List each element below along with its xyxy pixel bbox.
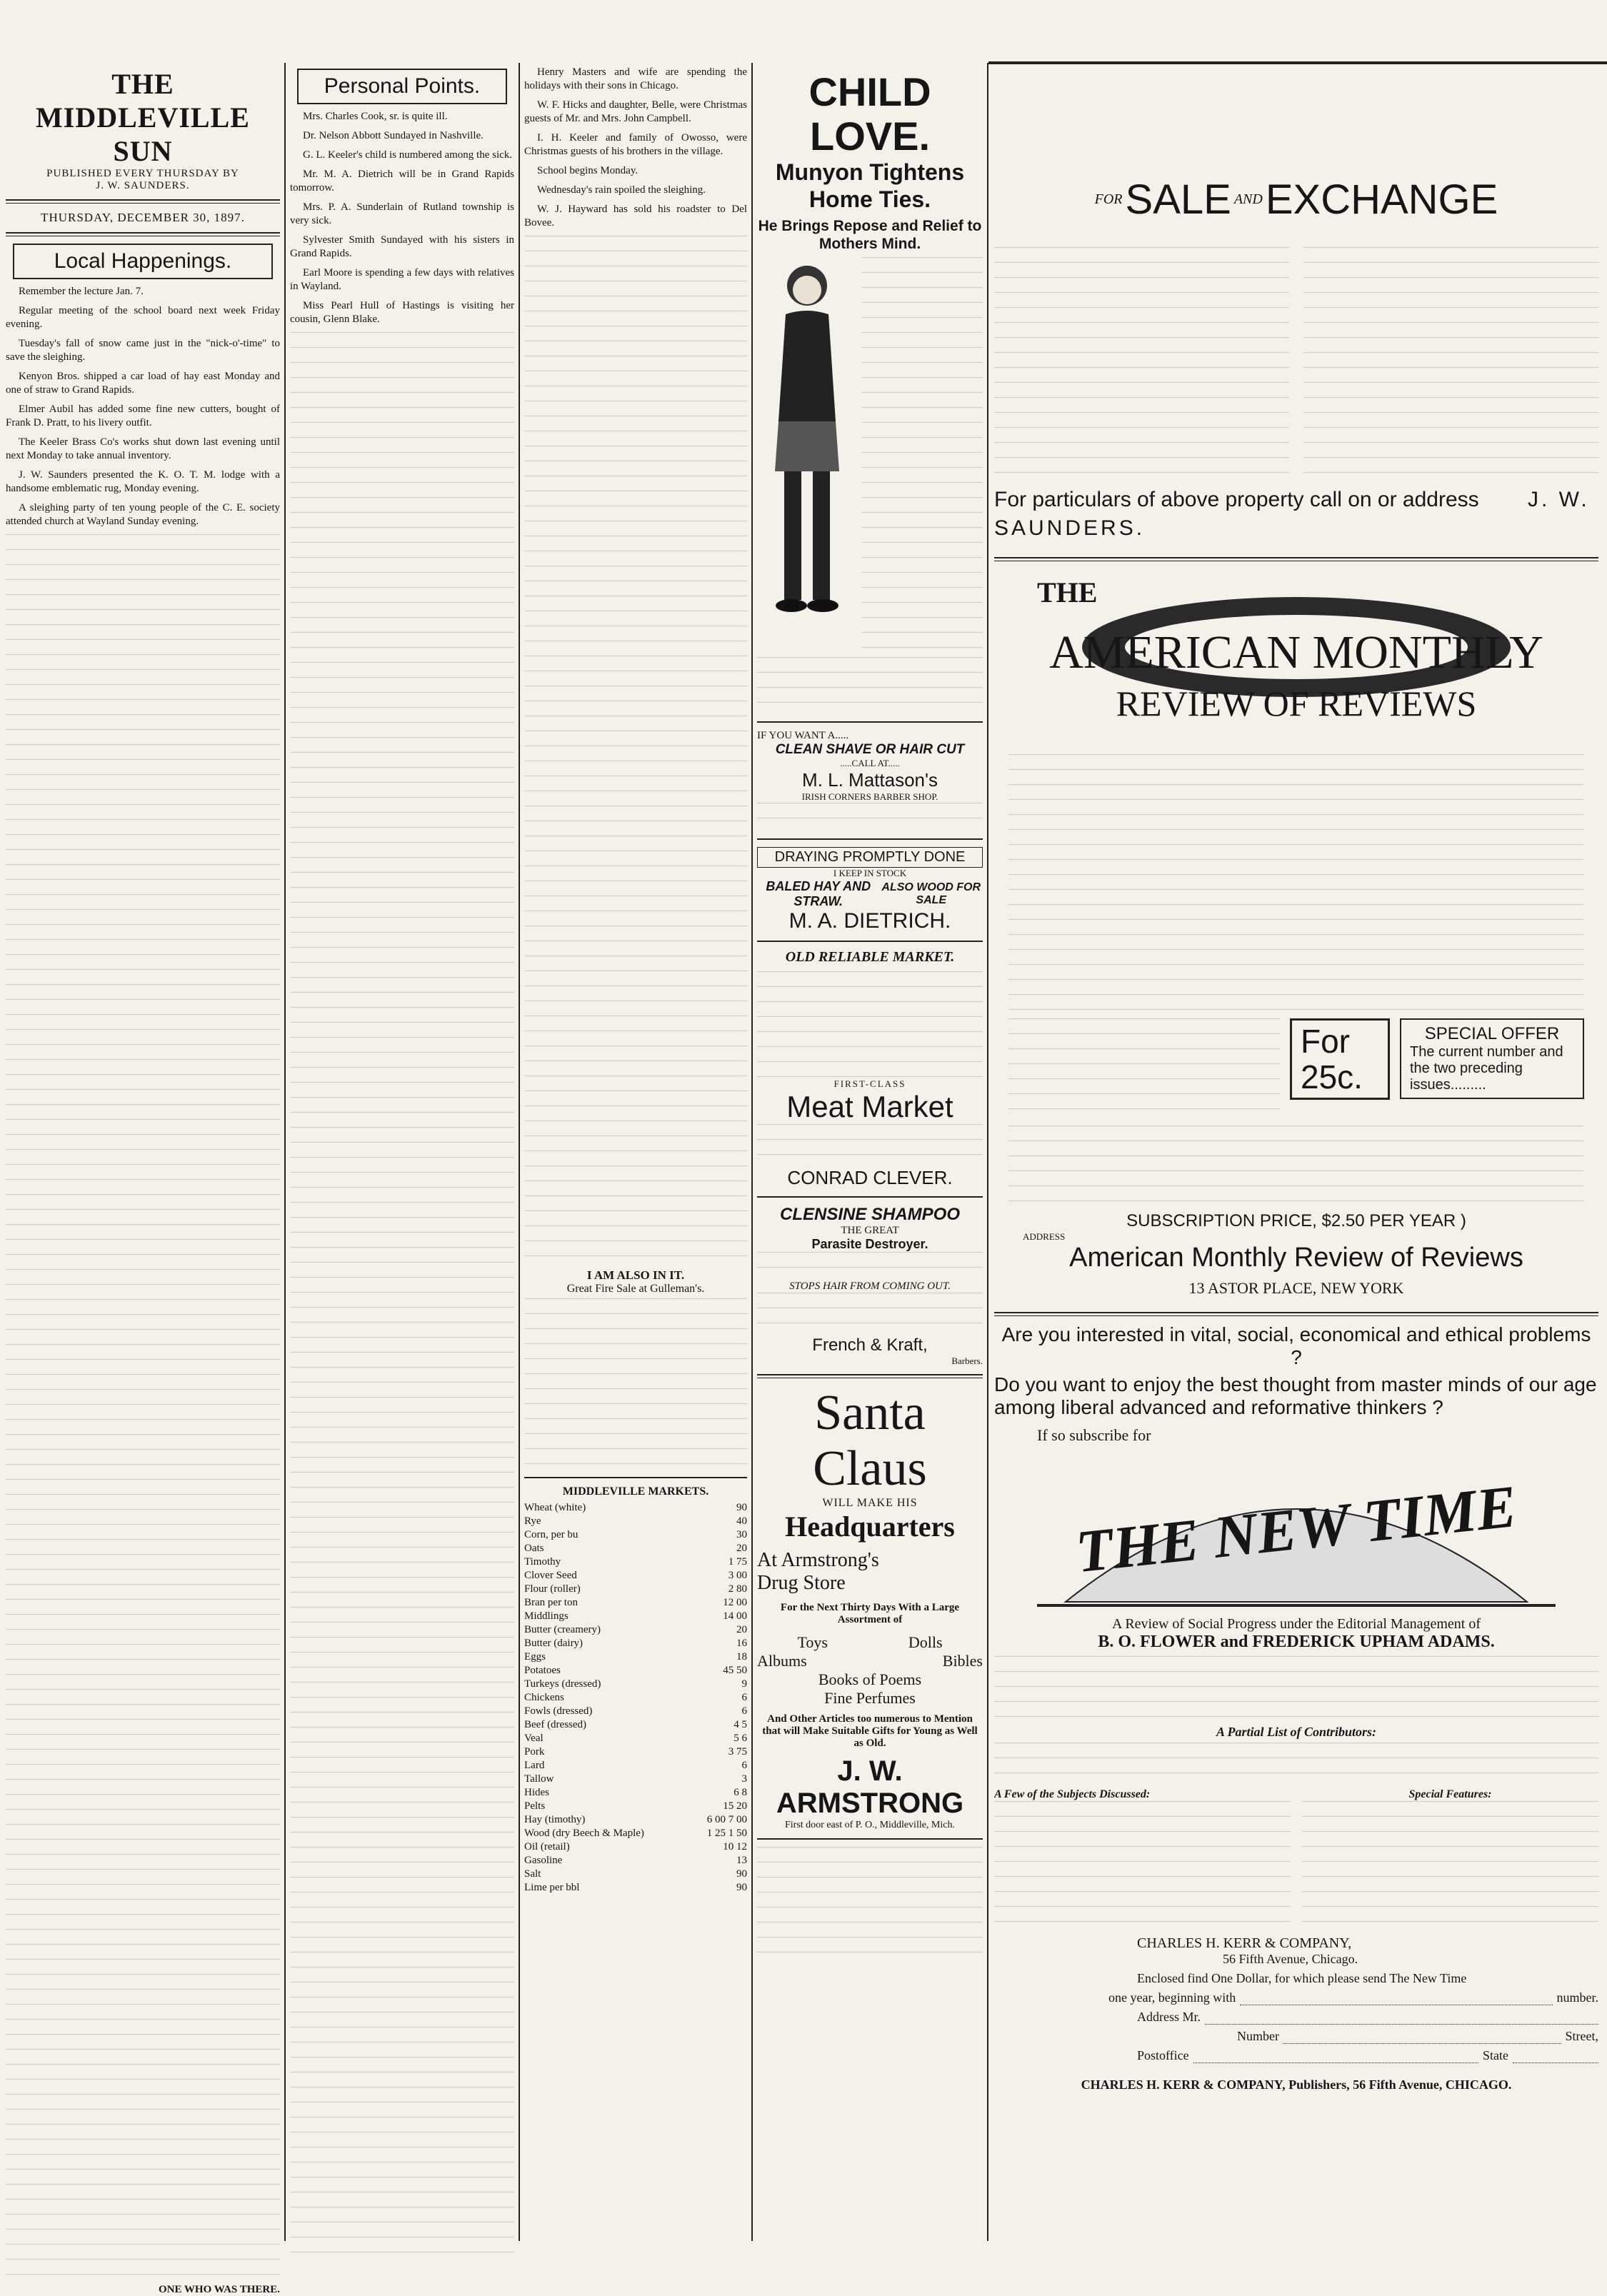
- claus-title: Claus: [813, 1441, 927, 1496]
- market-price: 20: [736, 1624, 747, 1635]
- headquarters: Headquarters: [785, 1510, 955, 1543]
- market-row: [524, 1773, 747, 1786]
- untranscribed-text: [994, 1656, 1598, 1720]
- market-row: [524, 1623, 747, 1637]
- conrad-clever: CONRAD CLEVER.: [787, 1167, 953, 1188]
- market-price: 15 20: [723, 1800, 747, 1812]
- market-price: 20: [736, 1543, 747, 1554]
- market-item: Pork: [524, 1746, 545, 1758]
- particulars-text: For particulars of above property call on or address: [994, 488, 1479, 511]
- state-label: State: [1483, 2048, 1508, 2062]
- paragraph: J. W. Saunders presented the K. O. T. M. lodge with a handsome emblematic rug, Monday evening.: [6, 469, 280, 494]
- personal-points-heading: Personal Points.: [297, 69, 507, 104]
- paragraph: Dr. Nelson Abbott Sundayed in Nashville.: [303, 130, 484, 141]
- special-features-heading: Special Features:: [1408, 1788, 1492, 1800]
- market-row: [524, 1718, 747, 1732]
- special-offer-title: SPECIAL OFFER: [1424, 1024, 1560, 1043]
- paragraph: Sylvester Smith Sundayed with his sisters in Grand Rapids.: [290, 234, 514, 259]
- sale-and: AND: [1233, 191, 1263, 207]
- ad-subtitle: Great Fire Sale at Gulleman's.: [566, 1283, 705, 1295]
- market-row: [524, 1759, 747, 1773]
- market-item: Lime per bbl: [524, 1882, 580, 1893]
- market-item: Rye: [524, 1515, 541, 1527]
- sale-exchange-title: [994, 176, 1598, 233]
- market-price: 30: [736, 1529, 747, 1540]
- contributors-heading: A Partial List of Contributors:: [1216, 1725, 1377, 1739]
- paragraph: W. J. Hayward has sold his roadster to Del Bovee.: [524, 204, 747, 229]
- paragraph: The Keeler Brass Co's works shut down last evening until next Monday to take annual inventory.: [6, 436, 280, 461]
- item-poems: Books of Poems: [818, 1670, 922, 1688]
- other-articles: And Other Articles too numerous to Mention that will Make Suitable Gifts for Young as Well as Old.: [762, 1713, 978, 1749]
- market-row: [524, 1868, 747, 1881]
- column-1: [6, 64, 280, 2296]
- paragraph: Miss Pearl Hull of Hastings is visiting her cousin, Glenn Blake.: [290, 300, 514, 325]
- market-price: 4 5: [734, 1719, 747, 1730]
- market-item: Middlings: [524, 1610, 569, 1622]
- market-item: Wheat (white): [524, 1502, 586, 1513]
- new-time-question-1: Are you interested in vital, social, economical and ethical problems ?: [1001, 1323, 1591, 1368]
- market-item: Oats: [524, 1543, 544, 1554]
- shampoo-makers: French & Kraft,: [812, 1335, 928, 1355]
- untranscribed-text: [757, 1124, 983, 1167]
- market-row: [524, 1840, 747, 1854]
- review-the: THE: [1037, 576, 1098, 608]
- column-rule: [284, 63, 286, 2241]
- market-item: Wood (dry Beech & Maple): [524, 1828, 644, 1839]
- market-price: 12 00: [723, 1597, 747, 1608]
- market-row: [524, 1732, 747, 1745]
- market-price: 40: [736, 1515, 747, 1527]
- exchange-word: EXCHANGE: [1265, 176, 1498, 223]
- year-line: [1108, 1990, 1598, 2005]
- postoffice-label: Postoffice: [1137, 2048, 1189, 2062]
- dray-keep: I KEEP IN STOCK: [833, 868, 907, 878]
- untranscribed-text: [1302, 1801, 1598, 1930]
- header-rule: [988, 61, 1607, 64]
- child-illustration: [757, 257, 857, 657]
- new-time-question-2: Do you want to enjoy the best thought from master minds of our age among liberal advanced and reformative thinkers ?: [994, 1373, 1597, 1418]
- armstrong-location: First door east of P. O., Middleville, Mich.: [785, 1820, 955, 1830]
- market-item: Pelts: [524, 1800, 546, 1812]
- new-time-footer: CHARLES H. KERR & COMPANY, Publishers, 56 Fifth Avenue, CHICAGO.: [1081, 2077, 1512, 2092]
- clensine-shampoo: CLENSINE SHAMPOO: [779, 1205, 961, 1224]
- market-row: [524, 1691, 747, 1705]
- review-reviews: REVIEW OF REVIEWS: [1116, 683, 1477, 723]
- untranscribed-text: [757, 1252, 983, 1280]
- market-first-class: FIRST-CLASS: [833, 1078, 906, 1089]
- market-price: 90: [736, 1868, 747, 1880]
- dray-name: M. A. DIETRICH.: [789, 909, 951, 933]
- address-field[interactable]: [1205, 2010, 1598, 2025]
- sale-for: FOR: [1094, 191, 1123, 207]
- dray-wood: ALSO WOOD FOR SALE: [881, 881, 981, 906]
- offer-price: For 25c.: [1290, 1018, 1390, 1100]
- paragraph: Kenyon Bros. shipped a car load of hay east Monday and one of straw to Grand Rapids.: [6, 371, 280, 396]
- untranscribed-text: [524, 236, 747, 1264]
- market-item: Timothy: [524, 1556, 561, 1568]
- shampoo-role: Barbers.: [951, 1355, 983, 1366]
- market-price: 10 12: [723, 1841, 747, 1853]
- market-price: 1 25 1 50: [706, 1828, 747, 1839]
- review-full-name: American Monthly Review of Reviews: [1069, 1243, 1523, 1273]
- street-label: Street,: [1565, 2029, 1598, 2043]
- market-price: 3: [741, 1773, 747, 1785]
- at-armstrongs: At Armstrong's: [757, 1549, 879, 1571]
- untranscribed-text: [1303, 247, 1598, 476]
- column-rule: [751, 63, 753, 2241]
- market-item: Chickens: [524, 1692, 564, 1703]
- market-item: Beef (dressed): [524, 1719, 587, 1730]
- local-happenings-heading: Local Happenings.: [13, 244, 273, 279]
- market-price: 6 00 7 00: [706, 1814, 747, 1825]
- state-field[interactable]: [1513, 2048, 1598, 2063]
- column-2: [290, 66, 514, 2260]
- armstrong-name: J. W. ARMSTRONG: [776, 1755, 964, 1819]
- issue-date: THURSDAY, DECEMBER 30, 1897.: [41, 211, 245, 224]
- market-price: 5 6: [734, 1733, 747, 1744]
- market-item: Hides: [524, 1787, 549, 1798]
- new-time-subscribe: If so subscribe for: [1037, 1426, 1151, 1444]
- market-row: [524, 1637, 747, 1650]
- market-item: Potatoes: [524, 1665, 561, 1676]
- sale-word: SALE: [1125, 176, 1231, 223]
- dray-hay: BALED HAY AND STRAW.: [766, 879, 871, 908]
- shampoo-stops: STOPS HAIR FROM COMING OUT.: [789, 1280, 951, 1292]
- market-row: [524, 1515, 747, 1528]
- market-price: 6: [741, 1760, 747, 1771]
- market-item: Turkeys (dressed): [524, 1678, 601, 1690]
- market-price: 1 75: [728, 1556, 747, 1568]
- market-item: Butter (creamery): [524, 1624, 601, 1635]
- subjects-heading: A Few of the Subjects Discussed:: [994, 1788, 1151, 1800]
- address-label: ADDRESS: [1023, 1231, 1066, 1242]
- item-bibles: Bibles: [942, 1652, 983, 1670]
- paragraph: School begins Monday.: [537, 165, 639, 176]
- untranscribed-text: [994, 1801, 1291, 1930]
- year-field[interactable]: [1240, 1990, 1552, 2005]
- shampoo-sub: THE GREAT: [841, 1225, 899, 1236]
- paragraph: Remember the lecture Jan. 7.: [19, 286, 144, 297]
- dray-line: DRAYING PROMPTLY DONE: [757, 847, 983, 868]
- paragraph: Regular meeting of the school board next week Friday evening.: [6, 305, 280, 330]
- untranscribed-text: [1008, 1126, 1584, 1204]
- address-label-2: Address Mr.: [1137, 2010, 1201, 2024]
- item-albums: Albums: [757, 1652, 807, 1670]
- paragraph: Mrs. P. A. Sunderlain of Rutland township is very sick.: [290, 201, 514, 226]
- market-item: Tallow: [524, 1773, 554, 1785]
- market-row: [524, 1610, 747, 1623]
- postoffice-line: [1137, 2048, 1598, 2063]
- market-item: Hay (timothy): [524, 1814, 586, 1825]
- new-time-banner: [994, 1445, 1598, 1609]
- market-row: [524, 1569, 747, 1583]
- year-label: one year, beginning with: [1108, 1990, 1236, 2005]
- untranscribed-text: [1008, 1018, 1280, 1118]
- next-thirty-days: For the Next Thirty Days With a Large Assortment of: [780, 1602, 960, 1625]
- market-price: 6 8: [734, 1787, 747, 1798]
- market-item: Lard: [524, 1760, 545, 1771]
- will-make-his: WILL MAKE HIS: [822, 1497, 918, 1509]
- market-price: 2 80: [728, 1583, 747, 1595]
- market-price: 9: [741, 1678, 747, 1690]
- particulars-name: J. W. SAUNDERS.: [994, 488, 1590, 540]
- untranscribed-text: [290, 332, 514, 2260]
- paragraph: G. L. Keeler's child is numbered among the sick.: [303, 149, 513, 161]
- masthead-publisher-name: J. W. SAUNDERS.: [96, 180, 190, 191]
- meat-market: Meat Market: [786, 1090, 953, 1123]
- new-time-publisher-address: 56 Fifth Avenue, Chicago.: [1223, 1952, 1358, 1966]
- market-price: 3 00: [728, 1570, 747, 1581]
- untranscribed-text: [861, 257, 983, 657]
- paragraph: Wednesday's rain spoiled the sleighing.: [537, 184, 706, 196]
- paragraph: I. H. Keeler and family of Owosso, were Christmas guests of his brothers in the village.: [524, 132, 747, 157]
- paragraph: W. F. Hicks and daughter, Belle, were Christmas guests of Mr. and Mrs. John Campbell.: [524, 99, 747, 124]
- market-item: Flour (roller): [524, 1583, 581, 1595]
- ad-title: I AM ALSO IN IT.: [586, 1268, 685, 1282]
- market-row: [524, 1678, 747, 1691]
- barber-name: M. L. Mattason's: [802, 769, 938, 791]
- paragraph: A sleighing party of ten young people of the C. E. society attended church at Wayland Sunday evening.: [6, 502, 280, 527]
- market-price: 14 00: [723, 1610, 747, 1622]
- special-offer-text: The current number and the two preceding issues.........: [1410, 1044, 1563, 1093]
- market-row: [524, 1745, 747, 1759]
- market-row: [524, 1664, 747, 1678]
- paragraph: Tuesday's fall of snow came just in the "nick-o'-time" to save the sleighing.: [6, 338, 280, 363]
- market-row: [524, 1596, 747, 1610]
- market-row: [524, 1827, 747, 1840]
- column-rule: [987, 63, 988, 2241]
- address-line: [1137, 2010, 1598, 2025]
- review-title: AMERICAN MONTHLY: [1049, 626, 1543, 678]
- market-row: [524, 1542, 747, 1555]
- item-perfumes: Fine Perfumes: [824, 1689, 916, 1707]
- shampoo-sub-2: Parasite Destroyer.: [811, 1237, 928, 1251]
- barber-line: CLEAN SHAVE OR HAIR CUT: [775, 742, 965, 757]
- market-row: [524, 1650, 747, 1664]
- market-item: Veal: [524, 1733, 544, 1744]
- untranscribed-text: [757, 1847, 983, 1954]
- market-item: Salt: [524, 1868, 541, 1880]
- market-row: [524, 1854, 747, 1868]
- market-row: [524, 1583, 747, 1596]
- market-item: Eggs: [524, 1651, 546, 1663]
- new-time-title: THE NEW TIME: [1073, 1473, 1520, 1586]
- market-row: [524, 1705, 747, 1718]
- market-item: Bran per ton: [524, 1597, 578, 1608]
- particulars-line: [994, 486, 1598, 543]
- market-price: 90: [736, 1882, 747, 1893]
- signature: ONE WHO WAS THERE.: [158, 2284, 280, 2295]
- new-time-publisher: CHARLES H. KERR & COMPANY,: [1137, 1935, 1352, 1951]
- paragraph: Henry Masters and wife are spending the holidays with their sons in Chicago.: [524, 66, 747, 91]
- market-row: [524, 1501, 747, 1515]
- untranscribed-text: [757, 971, 983, 1078]
- enclosed-line: Enclosed find One Dollar, for which please send The New Time: [1137, 1971, 1467, 1985]
- subscription-price: SUBSCRIPTION PRICE, $2.50 PER YEAR ): [1126, 1211, 1466, 1230]
- street-line: [1237, 2029, 1598, 2044]
- untranscribed-text: [757, 1293, 983, 1335]
- barber-sub: IRISH CORNERS BARBER SHOP.: [801, 791, 938, 802]
- untranscribed-text: [757, 657, 983, 714]
- market-price: 6: [741, 1692, 747, 1703]
- munyon-subtitle-2: He Brings Repose and Relief to Mothers Mind.: [758, 218, 982, 252]
- market-item: Fowls (dressed): [524, 1705, 593, 1717]
- market-price: 3 75: [728, 1746, 747, 1758]
- paragraph: Mr. M. A. Dietrich will be in Grand Rapids tomorrow.: [290, 169, 514, 194]
- column-5: [994, 69, 1598, 2092]
- number-label: number.: [1556, 1990, 1598, 2005]
- masthead-title: THE MIDDLEVILLE SUN: [36, 68, 250, 167]
- old-reliable-market: OLD RELIABLE MARKET.: [785, 949, 955, 965]
- barber-lead: IF YOU WANT A.....: [757, 730, 849, 741]
- special-offer-box: [1400, 1018, 1584, 1099]
- new-time-names: B. O. FLOWER and FREDERICK UPHAM ADAMS.: [1098, 1633, 1495, 1651]
- market-price: 18: [736, 1651, 747, 1663]
- drug-store: Drug Store: [757, 1572, 846, 1594]
- item-toys: Toys: [797, 1633, 828, 1651]
- review-of-reviews-banner: [994, 576, 1598, 747]
- untranscribed-text: [994, 247, 1289, 476]
- markets-title: MIDDLEVILLE MARKETS.: [562, 1485, 709, 1498]
- untranscribed-text: [994, 1743, 1598, 1785]
- market-row: [524, 1555, 747, 1569]
- masthead-publisher: PUBLISHED EVERY THURSDAY BY: [46, 168, 239, 179]
- untranscribed-text: [1008, 754, 1584, 1011]
- untranscribed-text: [524, 1298, 747, 1470]
- munyon-subtitle: Munyon Tightens Home Ties.: [775, 159, 965, 212]
- market-price: 16: [736, 1638, 747, 1649]
- item-dolls: Dolls: [908, 1633, 943, 1651]
- market-price: 45 50: [723, 1665, 747, 1676]
- market-item: Oil (retail): [524, 1841, 570, 1853]
- market-item: Clover Seed: [524, 1570, 577, 1581]
- market-price: 90: [736, 1502, 747, 1513]
- market-price: 13: [736, 1855, 747, 1866]
- market-price: 6: [741, 1705, 747, 1717]
- santa-title: Santa: [814, 1385, 926, 1440]
- market-row: [524, 1813, 747, 1827]
- paragraph: Mrs. Charles Cook, sr. is quite ill.: [303, 111, 448, 122]
- barber-call: .....CALL AT.....: [840, 758, 900, 768]
- review-address: 13 ASTOR PLACE, NEW YORK: [1188, 1279, 1404, 1297]
- column-4: [757, 66, 983, 1954]
- market-row: [524, 1881, 747, 1895]
- untranscribed-text: [757, 803, 983, 831]
- paragraph: Earl Moore is spending a few days with relatives in Wayland.: [290, 267, 514, 292]
- market-row: [524, 1800, 747, 1813]
- market-row: [524, 1786, 747, 1800]
- markets-table: [524, 1501, 747, 1895]
- untranscribed-text: [6, 534, 280, 2284]
- paragraph: Elmer Aubil has added some fine new cutters, bought of Frank D. Pratt, to his livery outfit.: [6, 403, 280, 428]
- column-3: [524, 66, 747, 1895]
- market-item: Corn, per bu: [524, 1529, 579, 1540]
- market-row: [524, 1528, 747, 1542]
- postoffice-field[interactable]: [1193, 2048, 1478, 2063]
- number-field[interactable]: [1283, 2029, 1561, 2044]
- number-label-2: Number: [1237, 2029, 1279, 2043]
- child-love-title: CHILD LOVE.: [808, 69, 931, 159]
- new-time-editors: A Review of Social Progress under the Editorial Management of: [1112, 1616, 1481, 1632]
- market-item: Butter (dairy): [524, 1638, 584, 1649]
- column-rule: [519, 63, 520, 2241]
- market-item: Gasoline: [524, 1855, 563, 1866]
